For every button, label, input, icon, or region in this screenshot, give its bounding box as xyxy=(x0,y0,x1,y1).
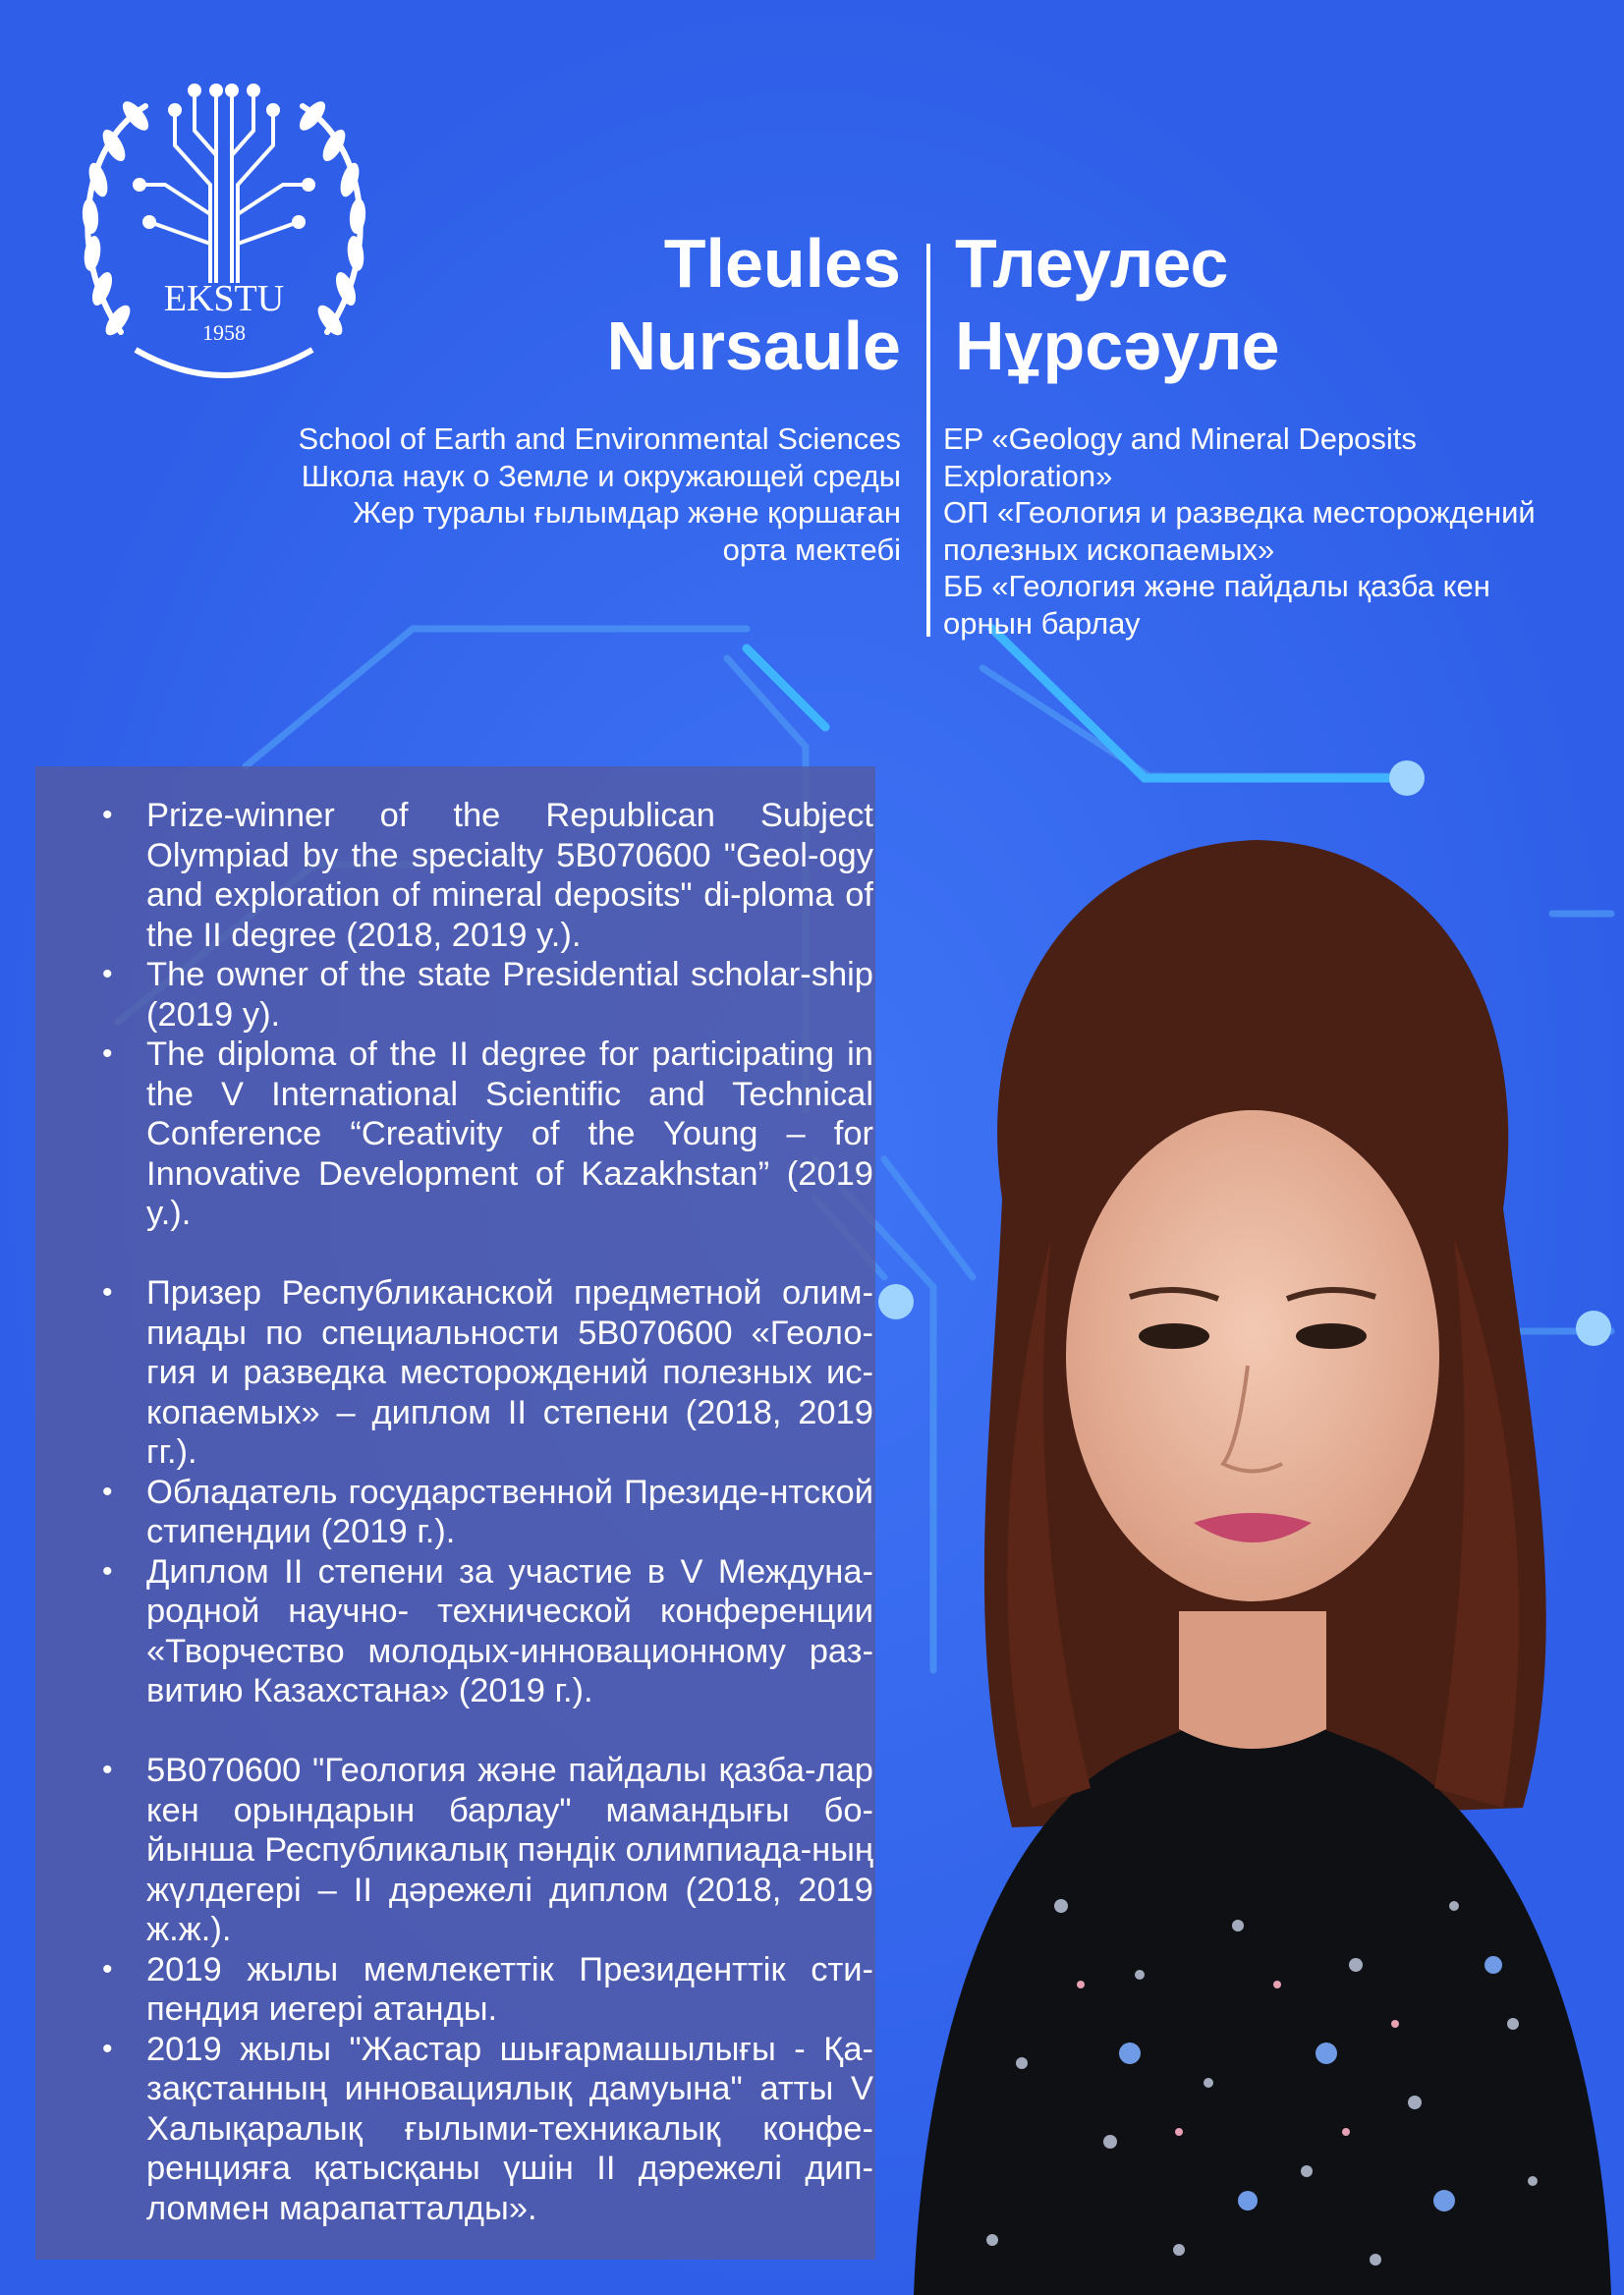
name-latin xyxy=(606,222,901,387)
achievement-kz-3: • 2019 жылы "Жастар шығармашылығы - Қа-зақстанның инновациялық дамуына" атты V Халықаралық ғылыми-техникалық конфе-ренцияға қатысқаны үшін II дәрежелі дип-ломмен марапатталды». xyxy=(75,2030,873,2229)
program-ru-line1: ОП «Геология и разведка месторождений xyxy=(943,495,1536,530)
program-kz-line2: орнын барлау xyxy=(943,605,1141,641)
school-ru: Школа наук о Земле и окружающей среды xyxy=(301,458,901,493)
achievement-en-1: • Prize-winner of the Republican Subject Olympiad by the specialty 5B070600 "Geol-ogy and exploration of mineral deposits" di-ploma of the II degree (2018, 2019 y.). xyxy=(75,796,873,955)
program-kz-line1: ББ «Геология және пайдалы қазба кен xyxy=(943,569,1490,603)
program-en-line1: EP «Geology and Mineral Deposits xyxy=(943,421,1417,456)
school-block xyxy=(233,420,901,568)
name-latin-first: Tleules xyxy=(663,225,901,302)
name-latin-last: Nursaule xyxy=(606,308,901,384)
achievement-kz-1: • 5В070600 "Геология және пайдалы қазба-лар кен орындарын барлау" мамандығы бо-йынша Республикалық пәндік олимпиада-ның жүлдегері – II дәрежелі диплом (2018, 2019 ж.ж.). xyxy=(75,1751,873,1950)
program-ru-line2: полезных ископаемых» xyxy=(943,532,1275,567)
student-photo xyxy=(884,747,1624,2295)
name-cyrillic xyxy=(955,222,1280,387)
school-kz-line1: Жер туралы ғылымдар және қоршаған xyxy=(353,495,901,530)
achievement-en-2: • The owner of the state Presidential scholar-ship (2019 y). xyxy=(75,955,873,1035)
achievement-kz-2: • 2019 жылы мемлекеттік Президенттік сти-пендия иегері атанды. xyxy=(75,1950,873,2030)
achievements-panel xyxy=(35,766,875,2260)
achievement-en-3: • The diploma of the II degree for participating in the V International Scientific and Technical Conference “Creativity of the Young – for Innovative Development of Kazakhstan” (2019 y.). xyxy=(75,1035,873,1234)
school-kz-line2: орта мектебі xyxy=(722,532,901,567)
ekstu-logo xyxy=(28,37,420,411)
logo-text: EKSTU xyxy=(163,278,285,319)
name-cyr-first: Тлеулес xyxy=(955,225,1229,302)
title-divider xyxy=(926,244,930,637)
school-en: School of Earth and Environmental Sciences xyxy=(298,421,901,456)
achievement-ru-3: • Диплом II степени за участие в V Междуна-родной научно- технической конференции «Творчество молодых-инновационному раз-витию Казахстана» (2019 г.). xyxy=(75,1552,873,1711)
achievements-list xyxy=(75,796,873,2228)
name-cyr-last: Нұрсәуле xyxy=(955,308,1280,384)
logo-year: 1958 xyxy=(202,320,246,345)
program-en-line2: Exploration» xyxy=(943,458,1113,493)
achievement-ru-1: • Призер Республиканской предметной олим-пиады по специальности 5В070600 «Геоло-гия и разведка месторождений полезных ис-копаемых» – диплом II степени (2018, 2019 гг.). xyxy=(75,1273,873,1473)
program-block xyxy=(943,420,1611,642)
achievement-ru-2: • Обладатель государственной Президе-нтской стипендии (2019 г.). xyxy=(75,1473,873,1552)
